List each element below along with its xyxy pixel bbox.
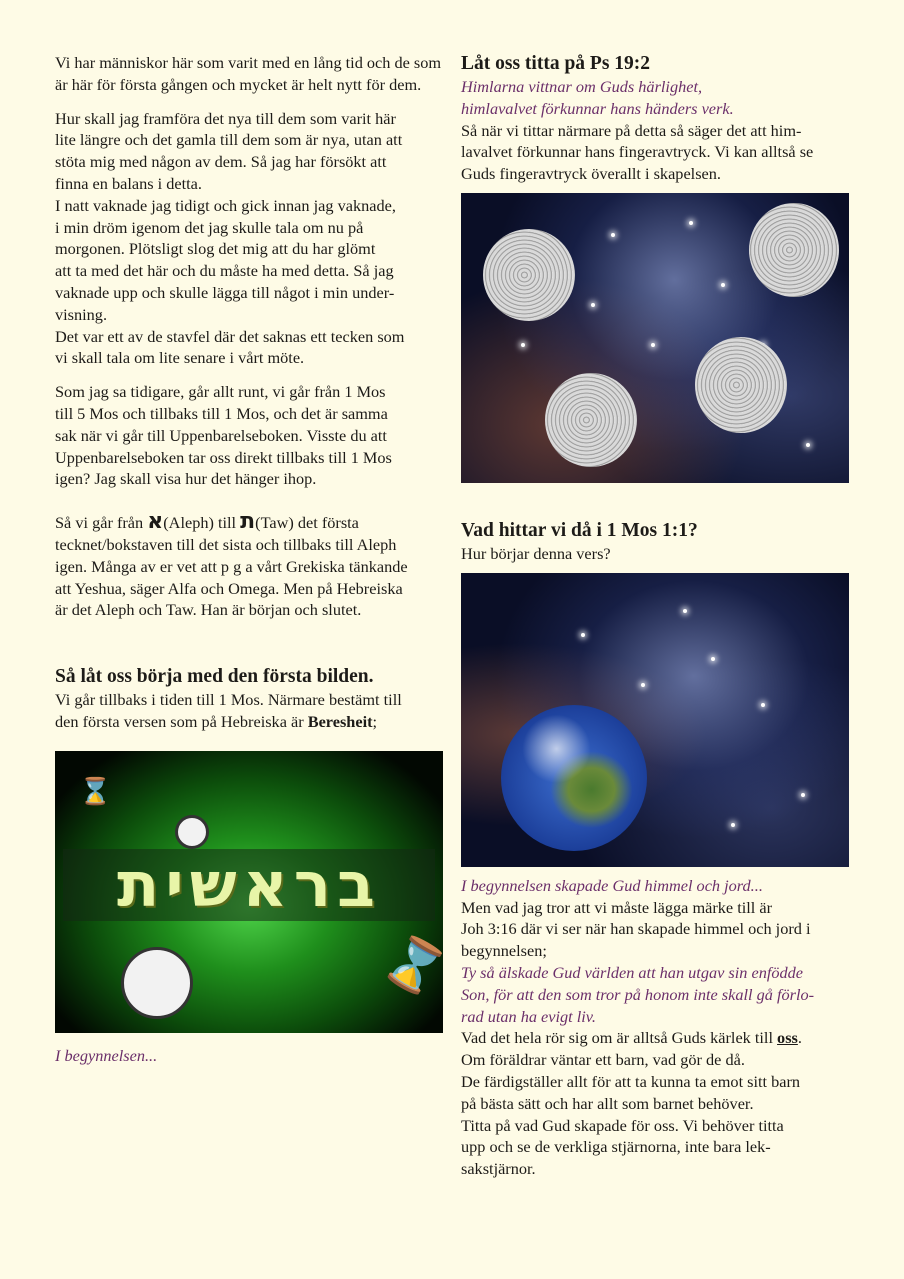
line: igen. Många av er vet att p g a vårt Grekiska tänkande bbox=[55, 556, 408, 576]
section-heading: Så låt oss börja med den första bilden. bbox=[55, 666, 374, 688]
star bbox=[721, 283, 725, 287]
line: på bästa sätt och har allt som barnet behöver. bbox=[461, 1093, 754, 1113]
text-segment: . bbox=[797, 1028, 802, 1048]
line: sak när vi går till Uppenbarelseboken. Visste du att bbox=[55, 425, 387, 445]
line: Det var ett av de stavfel där det saknas ett tecken som bbox=[55, 326, 405, 346]
line: upp och se de verkliga stjärnorna, inte bara lek- bbox=[461, 1137, 771, 1157]
hourglass-icon: ⌛ bbox=[374, 926, 455, 1005]
line: Himlarna vittnar om Guds härlighet, bbox=[461, 77, 703, 96]
aleph-glyph: א bbox=[147, 509, 164, 535]
line: vi skall tala om lite senare i vårt möte. bbox=[55, 348, 305, 368]
intro-paragraph: Vi har människor här som varit med en lång tid och de som är här för första gången och mycket är helt nytt för dem. bbox=[55, 53, 442, 94]
line: visning. bbox=[55, 304, 108, 324]
line: i min dröm igenom det jag skulle tala om nu på bbox=[55, 217, 364, 237]
line: Men vad jag tror att vi måste lägga märke till är bbox=[461, 897, 773, 917]
line: att Yeshua, säger Alfa och Omega. Men på Hebreiska bbox=[55, 578, 403, 598]
line: begynnelsen; bbox=[461, 941, 547, 961]
paragraph-fingerprint bbox=[461, 120, 853, 185]
quote-genesis: I begynnelsen skapade Gud himmel och jord... bbox=[461, 875, 763, 895]
earth-in-space-image bbox=[461, 573, 849, 867]
line: Joh 3:16 där vi ser när han skapade himmel och jord i bbox=[461, 919, 811, 939]
star bbox=[641, 683, 645, 687]
fingerprint-disc bbox=[545, 373, 637, 467]
line: är det Aleph och Taw. Han är början och slutet. bbox=[55, 600, 362, 620]
line: tecknet/bokstaven till det sista och tillbaks till Aleph bbox=[55, 534, 397, 554]
section-heading: Låt oss titta på Ps 19:2 bbox=[461, 53, 651, 74]
line: till 5 Mos och tillbaks till 1 Mos, och det är samma bbox=[55, 403, 388, 423]
line: I natt vaknade jag tidigt och gick innan jag vaknade, bbox=[55, 195, 396, 215]
hourglass-icon: ⌛ bbox=[79, 776, 112, 807]
paragraph-balance bbox=[55, 108, 447, 370]
line: vaknade upp och skulle lägga till något i min under- bbox=[55, 282, 395, 302]
star bbox=[651, 343, 655, 347]
text-segment: Vad det hela rör sig om är alltså Guds kärlek till bbox=[461, 1028, 778, 1048]
star bbox=[689, 221, 693, 225]
star bbox=[683, 609, 687, 613]
star bbox=[591, 303, 595, 307]
line: Guds fingeravtryck överallt i skapelsen. bbox=[461, 164, 721, 184]
beresheit-image bbox=[55, 751, 455, 1033]
right-column bbox=[461, 52, 853, 1180]
paragraph-question: Hur börjar denna vers? bbox=[461, 543, 611, 563]
star bbox=[611, 233, 615, 237]
star bbox=[806, 443, 810, 447]
line: sakstjärnor. bbox=[461, 1159, 536, 1179]
line: Om föräldrar väntar ett barn, vad gör de då. bbox=[461, 1050, 745, 1070]
star bbox=[801, 793, 805, 797]
fingerprint-disc bbox=[483, 229, 575, 321]
fingerprints-in-space-image bbox=[461, 193, 849, 483]
paragraph-cycle bbox=[55, 381, 447, 490]
star bbox=[731, 823, 735, 827]
line: igen? Jag skall visa hur det hänger ihop. bbox=[55, 469, 317, 489]
text-segment: (Taw) det första bbox=[255, 513, 359, 533]
paragraph-love bbox=[461, 1027, 853, 1180]
line: Titta på vad Gud skapade för oss. Vi behöver titta bbox=[461, 1115, 784, 1135]
left-column bbox=[55, 52, 455, 1067]
line: De färdigställer allt för att ta kunna ta emot sitt barn bbox=[461, 1071, 801, 1091]
text-segment: den första versen som på Hebreiska är bbox=[55, 711, 308, 731]
star bbox=[711, 657, 715, 661]
fingerprint-disc bbox=[695, 337, 787, 433]
paragraph-beresheit bbox=[55, 689, 447, 733]
line: finna en balans i detta. bbox=[55, 173, 202, 193]
earth-globe bbox=[501, 705, 647, 851]
hebrew-word: בראשית bbox=[117, 847, 381, 921]
line: himlavalvet förkunnar hans händers verk. bbox=[461, 98, 734, 118]
text-segment: (Aleph) till bbox=[163, 513, 241, 533]
clock-icon bbox=[175, 815, 209, 849]
oss-emphasis: oss bbox=[777, 1028, 798, 1048]
line: att ta med det här och du måste ha med detta. Så jag bbox=[55, 261, 394, 281]
image-caption: I begynnelsen... bbox=[55, 1045, 158, 1065]
line: Vi går tillbaks i tiden till 1 Mos. Närmare bestämt till bbox=[55, 690, 402, 710]
line: Så när vi tittar närmare på detta så säger det att him- bbox=[461, 120, 802, 140]
line: Som jag sa tidigare, går allt runt, vi går från 1 Mos bbox=[55, 382, 386, 402]
star bbox=[761, 703, 765, 707]
line: rad utan ha evigt liv. bbox=[461, 1006, 596, 1026]
taw-glyph: ת bbox=[240, 509, 256, 535]
star bbox=[521, 343, 525, 347]
line: Uppenbarelseboken tar oss direkt tillbaks till 1 Mos bbox=[55, 447, 392, 467]
fingerprint-disc bbox=[749, 203, 839, 297]
line: lavalvet förkunnar hans fingeravtryck. Vi kan alltså se bbox=[461, 142, 814, 162]
beresheit-bold: Beresheit bbox=[307, 711, 373, 731]
clock-icon bbox=[121, 947, 193, 1019]
text-segment: ; bbox=[372, 711, 378, 731]
line: Ty så älskade Gud världen att han utgav sin enfödde bbox=[461, 962, 804, 982]
quote-john bbox=[461, 962, 853, 1027]
line: Son, för att den som tror på honom inte skall gå förlo- bbox=[461, 984, 815, 1004]
text-segment: Så vi går från bbox=[55, 513, 148, 533]
line: stöta mig med någon av dem. Så jag har försökt att bbox=[55, 152, 387, 172]
paragraph-john bbox=[461, 897, 853, 962]
quote-psalm bbox=[461, 76, 853, 120]
paragraph-aleph-taw bbox=[55, 509, 447, 621]
star bbox=[581, 633, 585, 637]
line: morgonen. Plötsligt slog det mig att du har glömt bbox=[55, 239, 376, 259]
line: Hur skall jag framföra det nya till dem som varit här bbox=[55, 108, 396, 128]
section-heading: Vad hittar vi då i 1 Mos 1:1? bbox=[461, 519, 698, 541]
line: lite längre och det gamla till dem som är nya, utan att bbox=[55, 130, 403, 150]
